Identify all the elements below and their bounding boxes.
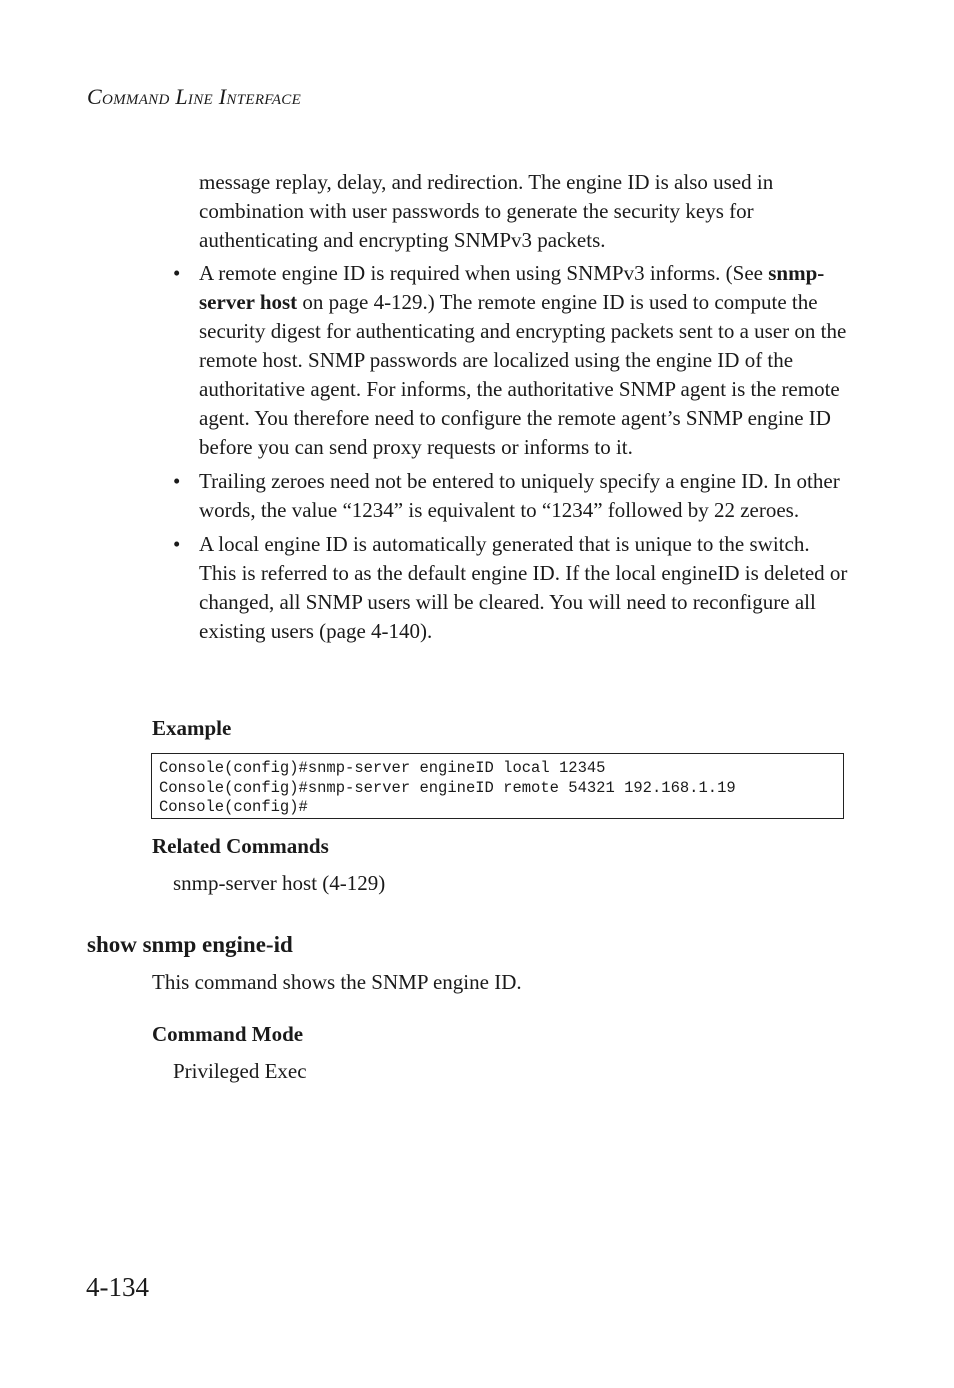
code-line: Console(config)#snmp-server engineID remote 54321 192.168.1.19 <box>159 778 736 797</box>
command-mode-value: Privileged Exec <box>173 1059 307 1083</box>
bullet-marker: • <box>173 532 181 556</box>
bullet-list <box>170 259 850 651</box>
related-commands-label: Related Commands <box>152 834 329 858</box>
command-description: This command shows the SNMP engine ID. <box>152 970 522 994</box>
bullet-marker: • <box>173 469 181 493</box>
bullet-text-pre: A remote engine ID is required when using SNMPv3 informs. (See <box>199 261 769 285</box>
bullet-bold-command: snmp-server host <box>199 261 825 314</box>
bullet-item-local-engine-id <box>170 530 850 646</box>
example-label: Example <box>152 716 232 740</box>
continuation-paragraph: message replay, delay, and redirection. The engine ID is also used in combination with user passwords to generate the security keys for authenticating and encrypting SNMPv3 packets. <box>199 170 774 252</box>
bullet-text: A local engine ID is automatically generated that is unique to the switch. This is referred to as the default engine ID. If the local engineID is deleted or changed, all SNMP users will be cleared. You will need to reconfigure all existing users (page 4-140). <box>199 532 848 643</box>
command-mode-label: Command Mode <box>152 1022 304 1046</box>
page-number: 4-134 <box>86 1272 149 1302</box>
bullet-item-trailing-zeroes <box>170 467 850 525</box>
bullet-text-post: on page 4-129.) The remote engine ID is used to compute the security digest for authenticating and encrypting packets sent to a user on the remote host. SNMP passwords are localized using the engine ID of the authoritative agent. For informs, the authoritative SNMP agent is the remote agent. You therefore need to configure the remote agent’s SNMP engine ID before you can send proxy requests or informs to it. <box>199 290 847 459</box>
bullet-marker: • <box>173 261 181 285</box>
bullet-item-remote-engine-id <box>170 259 850 462</box>
code-line: Console(config)#snmp-server engineID local 12345 <box>159 759 606 777</box>
command-heading: show snmp engine-id <box>87 932 293 957</box>
code-line: Console(config)# <box>159 798 308 816</box>
example-code-block <box>151 753 844 819</box>
running-header: Command Line Interface <box>87 84 302 109</box>
bullet-text: Trailing zeroes need not be entered to uniquely specify a engine ID. In other words, the value “1234” is equivalent to “1234” followed by 22 zeroes. <box>199 469 840 522</box>
related-command-link: snmp-server host (4-129) <box>173 871 386 895</box>
